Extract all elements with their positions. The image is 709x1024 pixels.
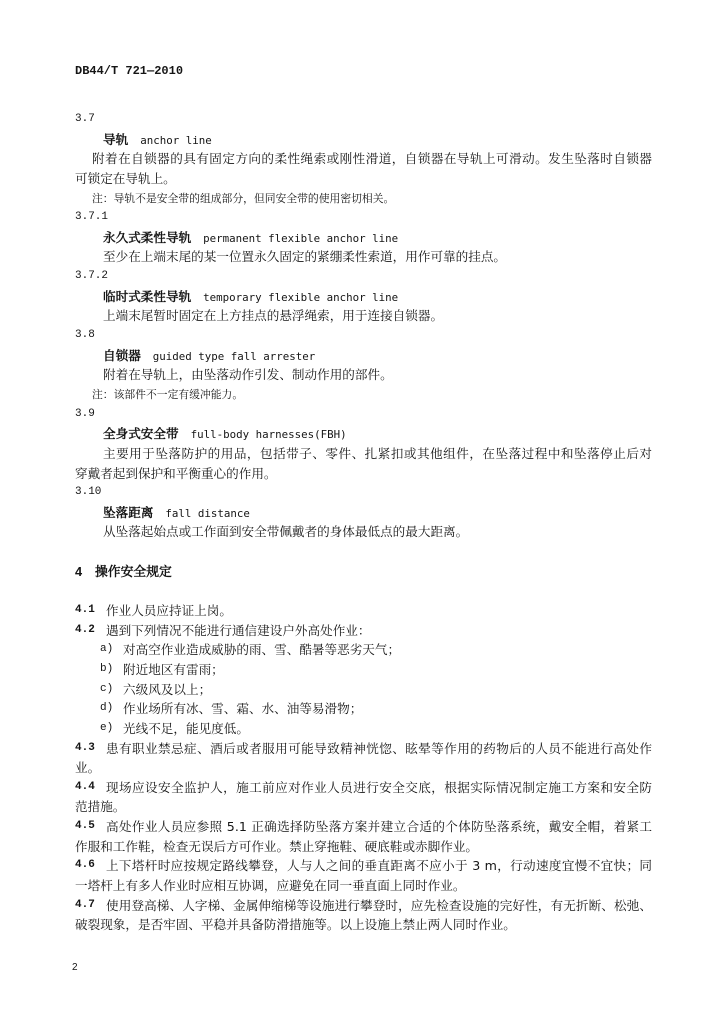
clause-number: 4.2 [75,623,95,636]
list-marker: b) [100,662,114,675]
clause-text: 患有职业禁忌症、酒后或者服用可能导致精神恍惚、眩晕等作用的药物后的人员不能进行高处作 [106,740,652,756]
term-english: full-body harnesses(FBH) [190,428,347,442]
term-note: 注：该部件不一定有缓冲能力。 [92,387,244,401]
list-item-text: 六级风及以上； [123,681,212,697]
list-marker: d) [100,702,114,715]
section-number: 4 [75,563,83,579]
term-chinese: 导轨 [103,131,129,147]
list-item-text: 作业场所有冰、雪、霜、水、油等易滑物； [123,701,363,717]
list-marker: a) [100,643,114,656]
term-entry-3-9 [75,405,652,484]
clause-line [75,817,652,837]
term-entry-3-7 [75,110,652,208]
term-heading [75,503,652,523]
clause-4-4 [75,778,652,817]
list-marker: e) [100,721,114,734]
term-entry-3-7-2 [75,267,652,326]
clause-text: 高处作业人员应参照 5.1 正确选择防坠落方案并建立合适的个体防坠落系统，戴安全帽，着紧工 [106,819,652,835]
clause-text: 使用登高梯、人字梯、金属伸缩梯等设施进行攀登时，应先检查设施的完好性，有无折断、松弛、 [106,897,652,913]
clause-number: 4.6 [75,859,95,872]
clause-number: 4.1 [75,604,95,617]
clause-4-7 [75,896,652,935]
section-title: 操作安全规定 [95,564,172,580]
clause-line [75,739,652,759]
term-heading [75,130,652,150]
term-chinese: 坠落距离 [103,504,154,520]
clause-number: 4.4 [75,780,95,793]
term-chinese: 全身式安全带 [103,426,179,442]
term-number: 3.10 [75,486,102,499]
term-heading [75,228,652,248]
term-english: temporary flexible anchor line [203,290,399,304]
clause-text: 上下塔杆时应按规定路线攀登，人与人之间的垂直距离不应小于 3 m，行动速度宜慢不宜快；同 [106,858,652,874]
clause-line [75,778,652,798]
term-entry-3-10 [75,483,652,542]
term-definition-line: 附着在自锁器的具有固定方向的柔性绳索或刚性滑道，自锁器在导轨上可滑动。发生坠落时自锁器 [92,151,652,167]
clause-text-continued: 业。 [75,760,101,776]
list-marker: c) [100,682,114,695]
clause-number: 4.5 [75,820,95,833]
list-item-text: 对高空作业造成威胁的雨、雪、酷暑等恶劣天气； [123,642,401,658]
term-definition-line: 从坠落起始点或工作面到安全带佩戴者的身体最低点的最大距离。 [103,524,469,540]
term-chinese: 永久式柔性导轨 [103,229,192,245]
term-chinese: 临时式柔性导轨 [103,288,192,304]
term-english: fall distance [165,506,250,520]
clause-4-2 [75,621,652,739]
clause-text: 作业人员应持证上岗。 [106,603,232,619]
clause-4-5 [75,817,652,856]
term-entry-3-7-1 [75,208,652,267]
clause-text-continued: 范措施。 [75,799,126,815]
list-item-text: 光线不足，能见度低。 [123,720,249,736]
list-item [75,640,652,660]
term-number: 3.7.2 [75,270,109,283]
clause-line [75,621,652,641]
term-number: 3.9 [75,407,95,420]
section-heading [75,562,652,582]
term-number: 3.8 [75,329,95,342]
clause-number: 4.3 [75,741,95,754]
list-item [75,660,652,680]
clause-4-1 [75,601,652,621]
term-english: anchor line [140,133,212,147]
term-definition-line: 至少在上端末尾的某一位置永久固定的紧绷柔性索道，用作可靠的挂点。 [103,249,506,265]
clause-text-continued: 作服和工作鞋，检查无误后方可作业。禁止穿拖鞋、硬底鞋或赤脚作业。 [75,838,478,854]
term-number: 3.7.1 [75,211,109,224]
clause-text-continued: 一塔杆上有多人作业时应相互协调，应避免在同一垂直面上同时作业。 [75,877,466,893]
term-english: permanent flexible anchor line [203,231,399,245]
term-heading [75,424,652,444]
clause-line [75,601,652,621]
term-entry-3-8 [75,326,652,405]
list-item [75,680,652,700]
term-definition-line: 主要用于坠落防护的用品，包括带子、零件、扎紧扣或其他组件，在坠落过程中和坠落停止后对 [103,445,652,461]
list-item [75,699,652,719]
term-definition-line: 可锁定在导轨上。 [75,170,176,186]
clause-line [75,856,652,876]
term-number: 3.7 [75,113,95,125]
term-english: guided type fall arrester [152,349,316,363]
clause-text: 遇到下列情况不能进行通信建设户外高处作业： [106,622,371,638]
term-chinese: 自锁器 [103,347,141,363]
term-definition-line: 附着在导轨上，由坠落动作引发、制动作用的部件。 [103,367,393,383]
clause-4-3 [75,739,652,778]
term-definition-line: 穿戴者起到保护和平衡重心的作用。 [75,465,277,481]
list-item [75,719,652,739]
document-code: DB44/T 721—2010 [75,64,184,78]
clause-number: 4.7 [75,898,95,911]
term-heading [75,346,652,366]
term-definition-line: 上端末尾暂时固定在上方挂点的悬浮绳索，用于连接自锁器。 [103,308,444,324]
page-number: 2 [72,962,78,973]
list-item-text: 附近地区有雷雨； [123,661,224,677]
clause-line [75,896,652,916]
clause-text-continued: 破裂现象，是否牢固、平稳并具备防滑措施等。以上设施上禁止两人同时作业。 [75,917,516,933]
clause-4-6 [75,856,652,895]
term-heading [75,287,652,307]
clause-text: 现场应设安全监护人，施工前应对作业人员进行安全交底，根据实际情况制定施工方案和安全防 [106,779,652,795]
term-note: 注：导轨不是安全带的组成部分，但同安全带的使用密切相关。 [92,191,395,205]
document-body [75,110,652,935]
